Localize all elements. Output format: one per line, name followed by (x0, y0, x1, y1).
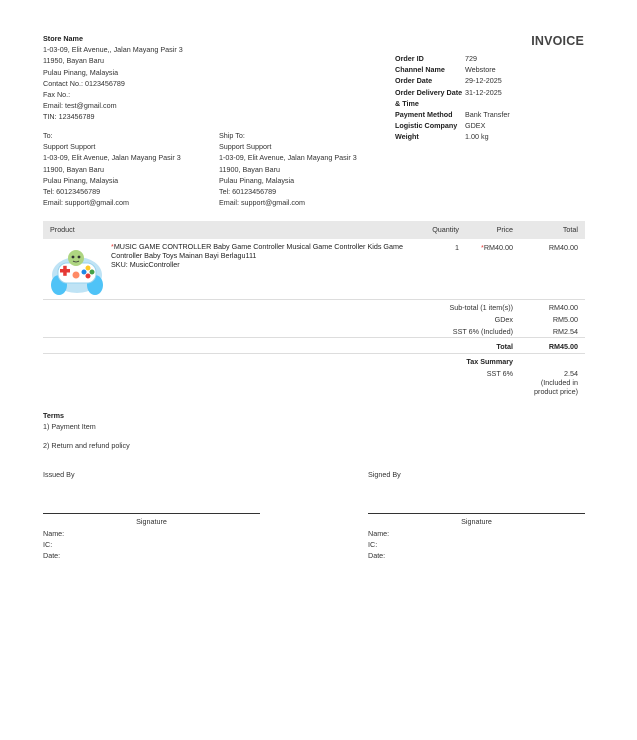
store-contact: Contact No.: 0123456789 (43, 78, 125, 88)
header-quantity: Quantity (432, 225, 459, 234)
ic-label: IC: (43, 540, 53, 550)
order-date-row (395, 75, 510, 86)
ship-to-line: 11900, Bayan Baru (219, 164, 281, 174)
store-address-line: Pulau Pinang, Malaysia (43, 67, 119, 77)
shipping-value: RM5.00 (552, 315, 578, 324)
order-id-row (395, 53, 510, 64)
invoice-title: INVOICE (531, 34, 584, 48)
store-fax: Fax No.: (43, 89, 71, 99)
signature-line (43, 513, 260, 514)
terms-item: 2) Return and refund policy (43, 441, 130, 451)
subtotal-value: RM40.00 (548, 303, 578, 312)
divider (43, 299, 585, 300)
store-info (43, 33, 183, 123)
channel-label: Channel Name (395, 65, 445, 75)
logistic-label: Logistic Company (395, 121, 458, 131)
weight-row (395, 131, 510, 142)
date-label: Date: (43, 551, 61, 561)
ship-to-line: Email: support@gmail.com (219, 198, 305, 208)
product-description (111, 243, 426, 269)
bill-to-line: Email: support@gmail.com (43, 198, 129, 208)
payment-value: Bank Transfer (465, 110, 510, 120)
price-marker: * (481, 243, 484, 252)
tax-summary-label: Tax Summary (466, 357, 513, 366)
divider (43, 353, 585, 354)
sst-label: SST 6% (Included) (452, 327, 513, 336)
shipping-label: GDex (494, 315, 513, 324)
signer-details (368, 528, 389, 562)
store-address-line: 11950, Bayan Baru (43, 56, 105, 66)
total-value: RM45.00 (548, 342, 578, 351)
logistic-value: GDEX (465, 121, 486, 131)
order-info (395, 53, 510, 143)
delivery-date-row (395, 87, 510, 109)
issued-by-label: Issued By (43, 470, 75, 479)
order-id-value: 729 (465, 54, 477, 63)
terms-heading: Terms (43, 411, 65, 420)
payment-row (395, 109, 510, 120)
table-row (43, 241, 585, 299)
header-total: Total (562, 225, 578, 234)
order-date-value: 29-12-2025 (465, 76, 502, 86)
signature-label: Signature (461, 517, 492, 526)
bill-to-line: Tel: 60123456789 (43, 186, 101, 196)
tax-rate-label: SST 6% (486, 369, 513, 378)
signed-by-label: Signed By (368, 470, 401, 479)
bill-to-line: Pulau Pinang, Malaysia (43, 175, 119, 185)
ic-label: IC: (368, 540, 378, 550)
subtotal-label: Sub-total (1 item(s)) (449, 303, 513, 312)
item-total: RM40.00 (548, 243, 578, 252)
product-name: MUSIC GAME CONTROLLER Baby Game Controller Musical Game Controller Kids Game Controller Baby Toys Mainan Bayi Berlagu111 (111, 242, 403, 260)
divider (43, 337, 585, 338)
game-controller-image (50, 247, 104, 297)
store-tin: TIN: 123456789 (43, 112, 95, 122)
tax-note: product price) (534, 387, 578, 396)
weight-label: Weight (395, 132, 419, 142)
header-product: Product (50, 225, 75, 234)
ship-to (219, 130, 357, 208)
order-date-label: Order Date (395, 76, 433, 86)
store-address-line: 1-03-09, Elit Avenue,, Jalan Mayang Pasir 3 (43, 45, 183, 55)
signature-line (368, 513, 585, 514)
item-price (481, 243, 513, 252)
store-email: Email: test@gmail.com (43, 101, 117, 111)
header-price: Price (496, 225, 513, 234)
bill-to (43, 130, 181, 208)
item-quantity: 1 (455, 243, 459, 252)
sst-value: RM2.54 (552, 327, 578, 336)
bill-to-line: Support Support (43, 142, 96, 152)
bill-to-heading: To: (43, 131, 53, 140)
date-label: Date: (368, 551, 386, 561)
table-header (43, 221, 585, 239)
logistic-row (395, 120, 510, 131)
ship-to-line: 1-03-09, Elit Avenue, Jalan Mayang Pasir 3 (219, 153, 357, 163)
name-label: Name: (43, 529, 65, 538)
weight-value: 1.00 kg (465, 132, 489, 142)
issuer-details (43, 528, 64, 562)
bill-to-line: 11900, Bayan Baru (43, 164, 105, 174)
tax-amount: 2.54 (564, 369, 578, 378)
store-name: Store Name (43, 34, 83, 43)
channel-row (395, 64, 510, 75)
payment-label: Payment Method (395, 110, 453, 120)
delivery-date-label: Order Delivery Date & Time (395, 87, 463, 108)
bill-to-line: 1-03-09, Elit Avenue, Jalan Mayang Pasir 3 (43, 153, 181, 163)
tax-note: (Included in (540, 378, 578, 387)
product-sku: SKU: MusicController (111, 259, 180, 269)
item-price-value: RM40.00 (483, 243, 513, 252)
order-id-label: Order ID (395, 54, 424, 63)
product-marker: * (111, 242, 114, 251)
name-label: Name: (368, 529, 390, 538)
delivery-date-value: 31-12-2025 (465, 87, 502, 97)
total-label: Total (496, 342, 513, 351)
ship-to-line: Tel: 60123456789 (219, 186, 277, 196)
ship-to-heading: Ship To: (219, 131, 245, 140)
channel-value: Webstore (465, 65, 496, 75)
ship-to-line: Pulau Pinang, Malaysia (219, 175, 295, 185)
signature-label: Signature (136, 517, 167, 526)
terms-item: 1) Payment Item (43, 422, 96, 432)
ship-to-line: Support Support (219, 142, 272, 152)
terms (43, 410, 130, 452)
